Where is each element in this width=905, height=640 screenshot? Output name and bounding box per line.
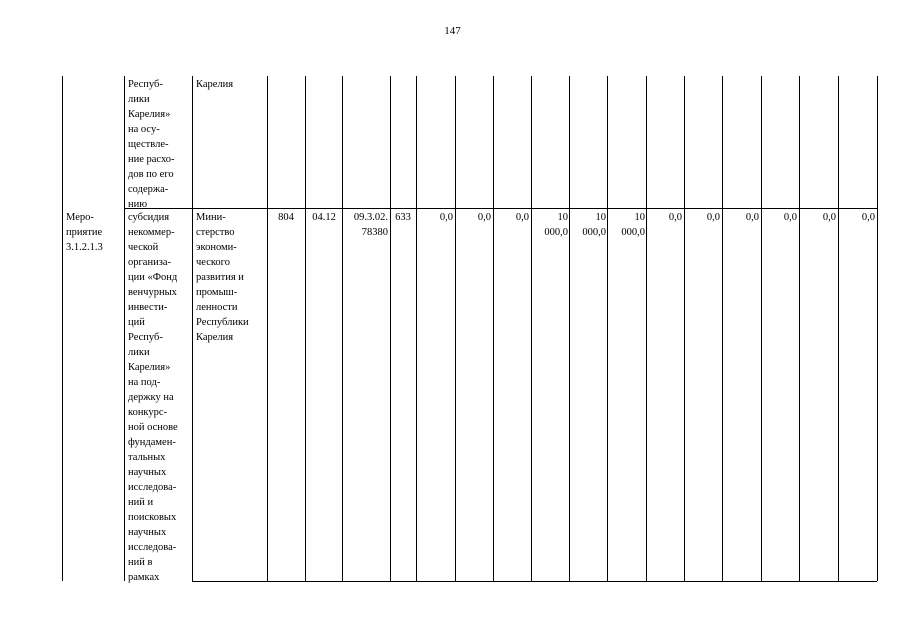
value-cell: 0,0 <box>783 212 797 223</box>
table-border-left <box>62 76 63 581</box>
column-divider <box>124 76 125 581</box>
column-divider <box>684 76 685 581</box>
value-cell: 10 000,0 <box>621 212 645 238</box>
csr-cell: 09.3.02. 78380 <box>353 212 388 238</box>
column-divider <box>305 76 306 581</box>
value-cell: 0,0 <box>822 212 836 223</box>
value-cell: 0,0 <box>745 212 759 223</box>
column-divider <box>342 76 343 581</box>
value-cell: 0,0 <box>515 212 529 223</box>
column-divider <box>455 76 456 581</box>
executor-cell: Мини- стерство экономи- ческого развития и промыш- ленности Республики Карелия <box>196 212 249 343</box>
table-border-bottom <box>192 581 877 582</box>
value-cell: 0,0 <box>477 212 491 223</box>
vr-cell: 633 <box>395 212 411 223</box>
row-divider <box>124 208 877 209</box>
description-cell: субсидия некоммер- ческой организа- ции «Фонд венчурных инвести- ций Респуб- лики Карелия» на под- держку на конкурс- ной основе фундамен- тальных научных исследова- ний и поисковых научных исследова- ний в рамках <box>128 212 178 583</box>
continued-executor-cell: Карелия <box>196 79 234 90</box>
continued-description-cell: Респуб- лики Карелия» на осу- ществле- ние расхо- дов по его содержа- нию <box>128 79 175 210</box>
value-cell: 10 000,0 <box>544 212 568 238</box>
page-number: 147 <box>444 25 461 37</box>
value-cell: 0,0 <box>668 212 682 223</box>
value-cell: 10 000,0 <box>582 212 606 238</box>
grbs-cell: 804 <box>278 212 294 223</box>
rzpr-cell: 04.12 <box>312 212 336 223</box>
value-cell: 0,0 <box>439 212 453 223</box>
column-divider <box>192 76 193 581</box>
column-divider <box>607 76 608 581</box>
table-border-right <box>877 76 878 581</box>
column-divider <box>722 76 723 581</box>
column-divider <box>390 76 391 581</box>
measure-code-cell: Меро- приятие 3.1.2.1.3 <box>66 212 103 253</box>
column-divider <box>646 76 647 581</box>
column-divider <box>531 76 532 581</box>
value-cell: 0,0 <box>861 212 875 223</box>
column-divider <box>761 76 762 581</box>
column-divider <box>838 76 839 581</box>
column-divider <box>493 76 494 581</box>
column-divider <box>569 76 570 581</box>
column-divider <box>267 76 268 581</box>
value-cell: 0,0 <box>706 212 720 223</box>
column-divider <box>799 76 800 581</box>
column-divider <box>416 76 417 581</box>
